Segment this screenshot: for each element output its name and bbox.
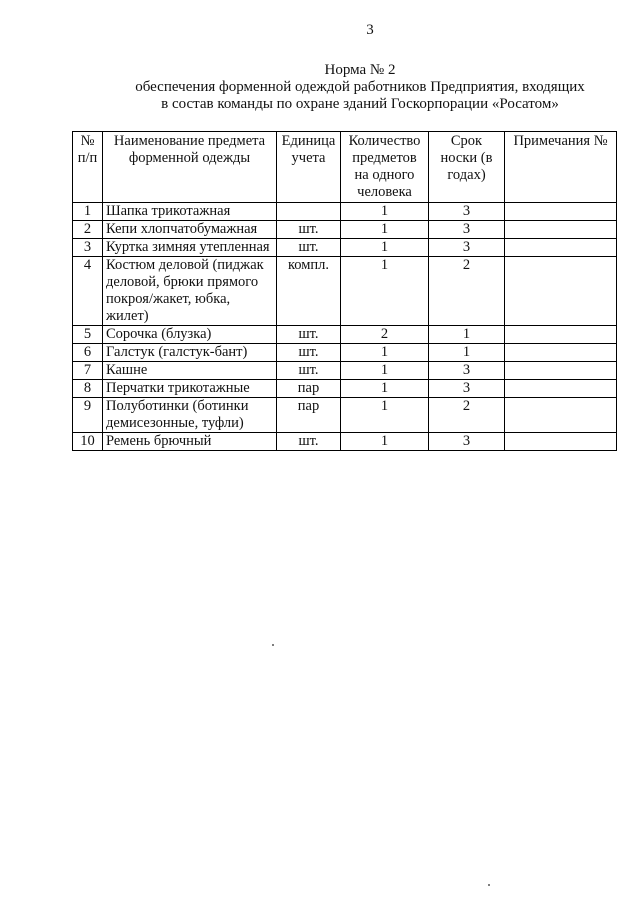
row-wear-term: 3 xyxy=(429,239,505,257)
row-number: 9 xyxy=(73,398,103,433)
row-notes xyxy=(505,433,617,451)
row-wear-term: 3 xyxy=(429,433,505,451)
table-row xyxy=(73,398,617,433)
row-item-name: Шапка трикотажная xyxy=(103,203,277,221)
row-quantity: 1 xyxy=(341,239,429,257)
header-notes: Примечания № xyxy=(505,132,617,203)
row-wear-term: 3 xyxy=(429,380,505,398)
header-wear-term: Срок носки (в годах) xyxy=(429,132,505,203)
row-unit: шт. xyxy=(277,326,341,344)
document-title xyxy=(60,62,640,113)
header-number: № п/п xyxy=(73,132,103,203)
row-notes xyxy=(505,362,617,380)
row-number: 5 xyxy=(73,326,103,344)
row-wear-term: 3 xyxy=(429,221,505,239)
table-row xyxy=(73,326,617,344)
table-row xyxy=(73,344,617,362)
table-body xyxy=(73,203,617,451)
page-number: 3 xyxy=(366,22,374,38)
row-unit xyxy=(277,203,341,221)
row-unit: шт. xyxy=(277,221,341,239)
scan-speck xyxy=(272,644,274,646)
title-subtitle-line-2: в состав команды по охране зданий Госкорпорации «Росатом» xyxy=(161,96,559,112)
row-number: 10 xyxy=(73,433,103,451)
row-item-name: Куртка зимняя утепленная xyxy=(103,239,277,257)
row-notes xyxy=(505,239,617,257)
row-quantity: 1 xyxy=(341,362,429,380)
title-subtitle-line-1: обеспечения форменной одеждой работников Предприятия, входящих xyxy=(135,79,585,95)
header-quantity: Количество предметов на одного человека xyxy=(341,132,429,203)
row-notes xyxy=(505,203,617,221)
header-item-name: Наименование предмета форменной одежды xyxy=(103,132,277,203)
row-notes xyxy=(505,257,617,326)
row-unit: пар xyxy=(277,380,341,398)
row-item-name: Полуботинки (ботинки демисезонные, туфли) xyxy=(103,398,277,433)
header-unit: Единица учета xyxy=(277,132,341,203)
row-item-name: Ремень брючный xyxy=(103,433,277,451)
row-item-name: Костюм деловой (пиджак деловой, брюки прямого покроя/жакет, юбка, жилет) xyxy=(103,257,277,326)
row-wear-term: 3 xyxy=(429,203,505,221)
row-number: 4 xyxy=(73,257,103,326)
table-row xyxy=(73,433,617,451)
row-item-name: Галстук (галстук-бант) xyxy=(103,344,277,362)
row-number: 3 xyxy=(73,239,103,257)
row-notes xyxy=(505,326,617,344)
table-row xyxy=(73,239,617,257)
row-item-name: Кепи хлопчатобумажная xyxy=(103,221,277,239)
row-unit: шт. xyxy=(277,362,341,380)
row-number: 1 xyxy=(73,203,103,221)
table-header-row xyxy=(73,132,617,203)
row-wear-term: 3 xyxy=(429,362,505,380)
table-row xyxy=(73,221,617,239)
row-notes xyxy=(505,344,617,362)
uniform-norm-table xyxy=(72,131,617,451)
row-wear-term: 2 xyxy=(429,257,505,326)
row-quantity: 1 xyxy=(341,380,429,398)
row-item-name: Сорочка (блузка) xyxy=(103,326,277,344)
table-row xyxy=(73,257,617,326)
row-notes xyxy=(505,380,617,398)
row-number: 8 xyxy=(73,380,103,398)
row-item-name: Кашне xyxy=(103,362,277,380)
table-row xyxy=(73,203,617,221)
row-number: 7 xyxy=(73,362,103,380)
row-unit: компл. xyxy=(277,257,341,326)
row-unit: шт. xyxy=(277,239,341,257)
row-quantity: 1 xyxy=(341,398,429,433)
table-row xyxy=(73,362,617,380)
row-number: 6 xyxy=(73,344,103,362)
row-unit: пар xyxy=(277,398,341,433)
row-unit: шт. xyxy=(277,344,341,362)
row-quantity: 1 xyxy=(341,257,429,326)
row-quantity: 1 xyxy=(341,433,429,451)
scan-speck xyxy=(488,884,490,886)
row-notes xyxy=(505,398,617,433)
row-quantity: 1 xyxy=(341,203,429,221)
row-quantity: 1 xyxy=(341,221,429,239)
title-norm-number: Норма № 2 xyxy=(324,62,396,78)
row-wear-term: 1 xyxy=(429,344,505,362)
row-number: 2 xyxy=(73,221,103,239)
row-wear-term: 1 xyxy=(429,326,505,344)
row-item-name: Перчатки трикотажные xyxy=(103,380,277,398)
table-row xyxy=(73,380,617,398)
row-unit: шт. xyxy=(277,433,341,451)
row-notes xyxy=(505,221,617,239)
row-wear-term: 2 xyxy=(429,398,505,433)
row-quantity: 2 xyxy=(341,326,429,344)
row-quantity: 1 xyxy=(341,344,429,362)
